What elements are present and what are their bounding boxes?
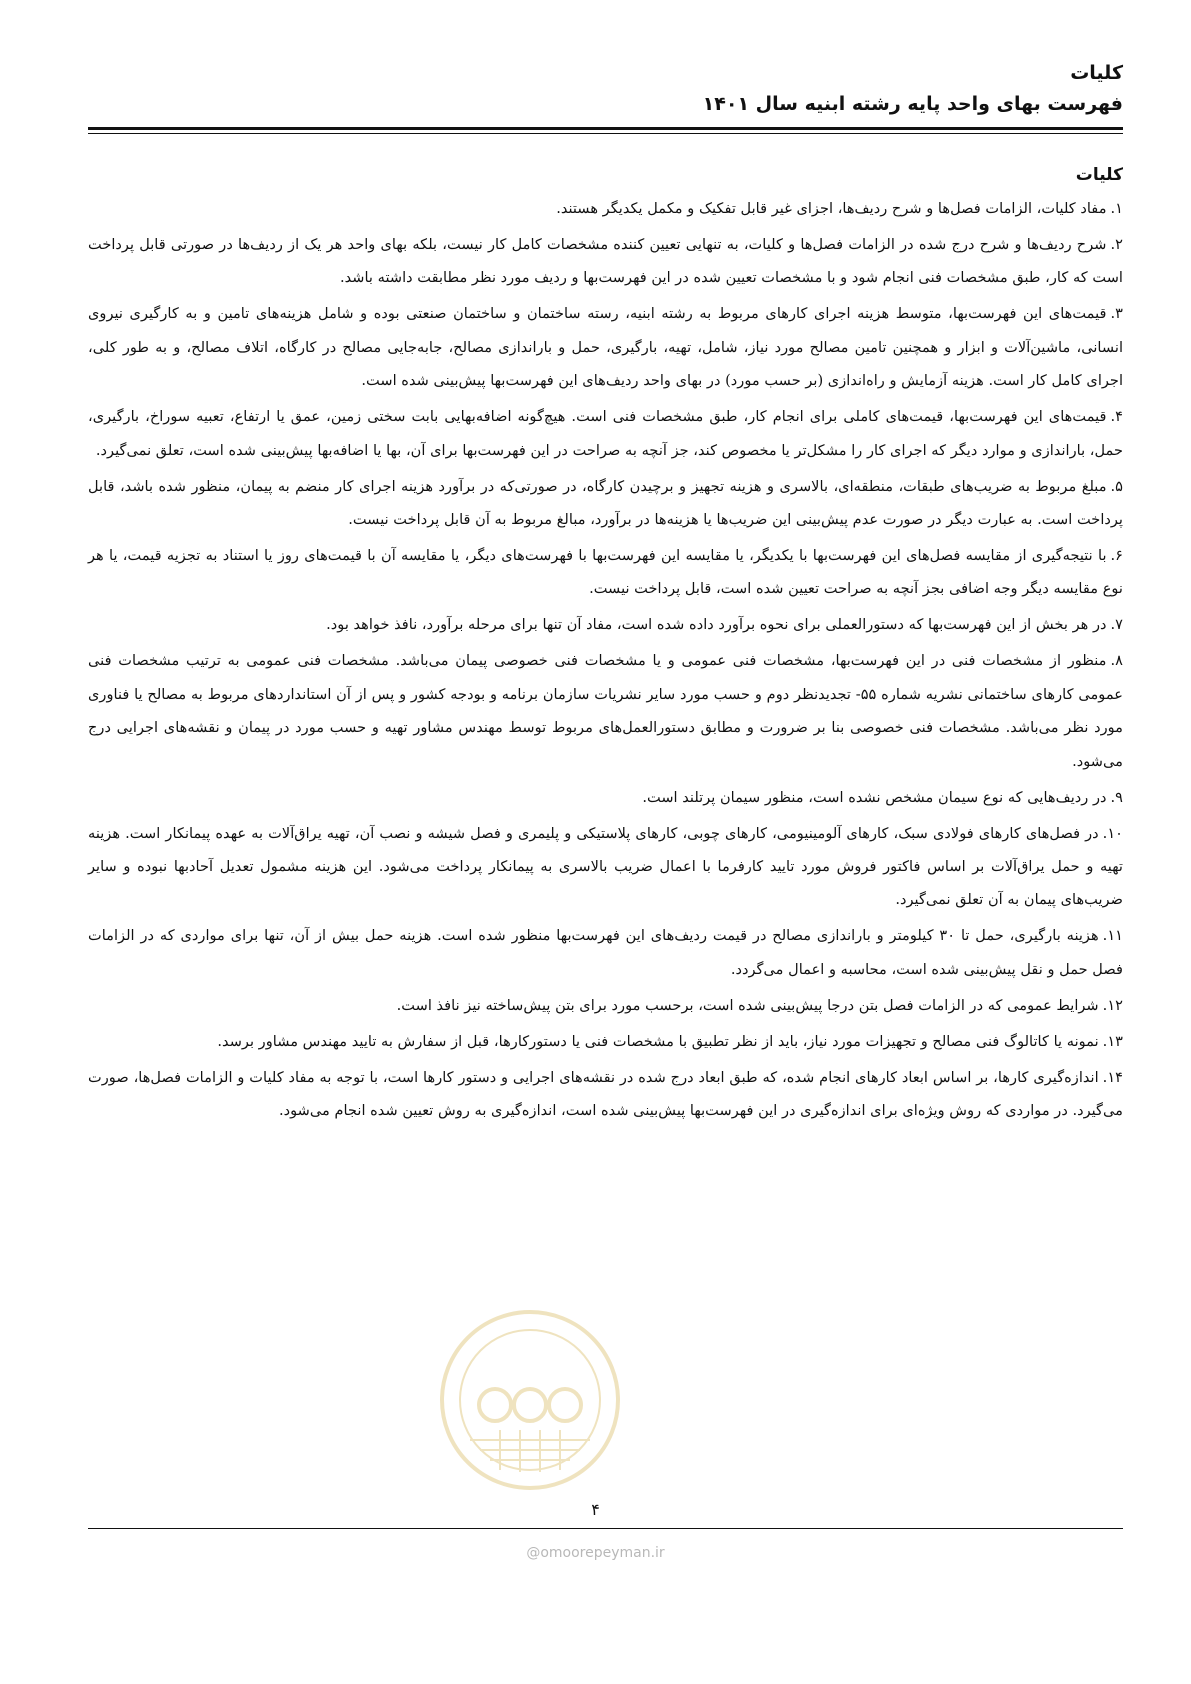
item-number: ۹. [1110,788,1123,806]
list-item [88,400,1123,467]
page-header [88,58,1123,120]
header-subtitle: فهرست بهای واحد پایه رشته ابنیه سال ۱۴۰۱ [702,93,1123,115]
header-rule-thick [88,127,1123,130]
list-item [88,989,1123,1022]
item-text: در هر بخش از این فهرست‌بها که دستورالعملی برای نحوه برآورد داده شده است، مفاد آن تنها برای مرحله برآورد، نافذ خواهد بود. [326,616,1107,634]
item-text: در ردیف‌هایی که نوع سیمان مشخص نشده است، منظور سیمان پرتلند است. [642,788,1107,806]
item-text: هزینه بارگیری، حمل تا ۳۰ کیلومتر و باراندازی مصالح در قیمت ردیف‌های این فهرست‌بها منظور شده است. هزینه حمل بیش از آن، تنها برای مواردی که در الزامات فصل حمل و نقل پیش‌بینی شده است، محاسبه و اعمال می‌گردد. [88,927,1123,978]
list-item [88,817,1123,917]
item-number: ۲. [1110,236,1123,253]
item-text: شرح ردیف‌ها و شرح درج شده در الزامات فصل‌ها و کلیات، به تنهایی تعیین کننده مشخصات کامل کار نیست، بلکه بهای واحد هر یک از ردیف‌ها در صورتی قابل پرداخت است که کار، طبق مشخصات فنی انجام شود و با مشخصات تعیین شده در این فهرست‌بها و ردیف مورد نظر مطابقت داشته باشد. [88,236,1123,287]
item-number: ۱۰. [1102,824,1123,842]
item-number: ۱۱. [1102,927,1123,945]
list-item [88,781,1123,814]
item-number: ۳. [1110,305,1123,323]
list-item [88,608,1123,641]
watermark-seal-icon [430,1300,630,1500]
item-text: منظور از مشخصات فنی در این فهرست‌بها، مشخصات فنی عمومی و یا مشخصات فنی خصوصی پیمان می‌باشد. مشخصات فنی عمومی به ترتیب مشخصات فنی عمومی کارهای ساختمانی نشریه شماره ۵۵- تجدیدنظر دوم و حسب مورد سایر نشریات سازمان برنامه و بودجه کشور و پس از آن استانداردهای مربوط به مصالح یا فناوری مورد نظر می‌باشد. مشخصات فنی خصوصی بنا بر ضرورت و مطابق دستورالعمل‌های مربوط توسط مهندس مشاور تهیه و حسب مورد در پیمان و نقشه‌های اجرایی درج می‌شود. [88,652,1123,770]
list-item [88,1061,1123,1128]
item-text: قیمت‌های این فهرست‌بها، قیمت‌های کاملی برای انجام کار، طبق مشخصات فنی است. هیچ‌گونه اضافه‌بهایی بابت سختی زمین، عمق یا ارتفاع، تعبیه سوراخ، بارگیری، حمل، باراندازی و موارد دیگر که اجرای کار را مشکل‌تر یا مخصوص کند، جز آنچه به صراحت در این فهرست‌بها برای آن، بها یا اضافه‌بها پیش‌بینی شده است، تعلق نمی‌گیرد. [88,408,1123,459]
list-item [88,192,1123,225]
item-number: ۷. [1110,616,1123,634]
item-number: ۱۳. [1102,1032,1123,1050]
list-item [88,644,1123,778]
page-content [88,160,1123,1130]
item-text: با نتیجه‌گیری از مقایسه فصل‌های این فهرست‌بها با یکدیگر، یا مقایسه این فهرست‌بها با فهرست‌های دیگر، یا مقایسه آن با قیمت‌های روز یا استناد به تجزیه قیمت، یا هر نوع مقایسه دیگر وجه اضافی بجز آنچه به صراحت تعیین شده است، قابل پرداخت نیست. [88,547,1123,598]
header-rule-thin [88,133,1123,134]
item-number: ۱۲. [1102,996,1123,1014]
list-item [88,228,1123,295]
item-text: مبلغ مربوط به ضریب‌های طبقات، منطقه‌ای، بالاسری و هزینه تجهیز و برچیدن کارگاه، در صورتی‌که در برآورد هزینه اجرای کار منضم به پیمان، منظور شده باشد، قابل پرداخت است. به عبارت دیگر در صورت عدم پیش‌بینی این ضریب‌ها یا هزینه‌ها در برآورد، مبالغ مربوط به آن قابل پرداخت نیست. [88,477,1123,529]
list-item [88,297,1123,397]
item-number: ۱۴. [1102,1068,1123,1086]
header-title: کلیات [1070,62,1123,84]
item-text: در فصل‌های کارهای فولادی سبک، کارهای آلومینیومی، کارهای چوبی، کارهای پلاستیکی و پلیمری و فصل شیشه و نصب آن، تهیه یراق‌آلات به عهده پیمانکار است. هزینه تهیه و حمل یراق‌آلات بر اساس فاکتور فروش مورد تایید کارفرما با اعمال ضریب بالاسری به پیمانکار پرداخت می‌شود. این هزینه مشمول تعدیل آحادبها نبوده و سایر ضریب‌های پیمان به آن تعلق نمی‌گیرد. [88,824,1123,909]
item-text: مفاد کلیات، الزامات فصل‌ها و شرح ردیف‌ها، اجزای غیر قابل تفکیک و مکمل یکدیگر هستند. [556,200,1107,217]
footer-rule [88,1528,1123,1529]
item-number: ۴. [1110,408,1123,426]
list-item [88,1025,1123,1058]
item-number: ۶. [1110,547,1123,565]
item-text: قیمت‌های این فهرست‌بها، متوسط هزینه اجرای کارهای مربوط به رشته ابنیه، رسته ساختمان و ساختمان صنعتی بوده و شامل هزینه‌های تامین و به کارگیری نیروی انسانی، ماشین‌آلات و ابزار و همچنین تامین مصالح مورد نیاز، شامل، تهیه، بارگیری، حمل و باراندازی مصالح، جابه‌جایی مصالح در کارگاه، اتلاف مصالح، و به طور کلی، اجرای کامل کار است. هزینه آزمایش و راه‌اندازی (بر حسب مورد) در بهای واحد ردیف‌های این فهرست‌بها پیش‌بینی شده است. [88,305,1123,390]
item-number: ۸. [1110,652,1123,670]
list-item [88,470,1123,537]
section-heading: کلیات [1075,165,1123,185]
item-text: شرایط عمومی که در الزامات فصل بتن درجا پیش‌بینی شده است، برحسب مورد برای بتن پیش‌ساخته نیز نافذ است. [396,996,1099,1014]
item-number: ۵. [1110,477,1123,495]
footer-watermark-text: @omoorepeyman.ir [526,1545,665,1561]
list-item [88,919,1123,986]
list-item [88,539,1123,606]
item-text: نمونه یا کاتالوگ فنی مصالح و تجهیزات مورد نیاز، باید از نظر تطبیق با مشخصات فنی یا دستورکارها، قبل از سفارش به تایید مهندس مشاور برسد. [217,1032,1099,1050]
page-number: ۴ [591,1500,600,1519]
item-text: اندازه‌گیری کارها، بر اساس ابعاد کارهای انجام شده، که طبق ابعاد درج شده در نقشه‌های اجرایی و دستور کارها است، با توجه به مفاد کلیات و الزامات فصل‌ها، صورت می‌گیرد. در مواردی که روش ویژه‌ای برای اندازه‌گیری در این فهرست‌بها پیش‌بینی شده است، اندازه‌گیری به روش تعیین شده انجام می‌شود. [88,1068,1123,1120]
item-number: ۱. [1110,200,1123,217]
